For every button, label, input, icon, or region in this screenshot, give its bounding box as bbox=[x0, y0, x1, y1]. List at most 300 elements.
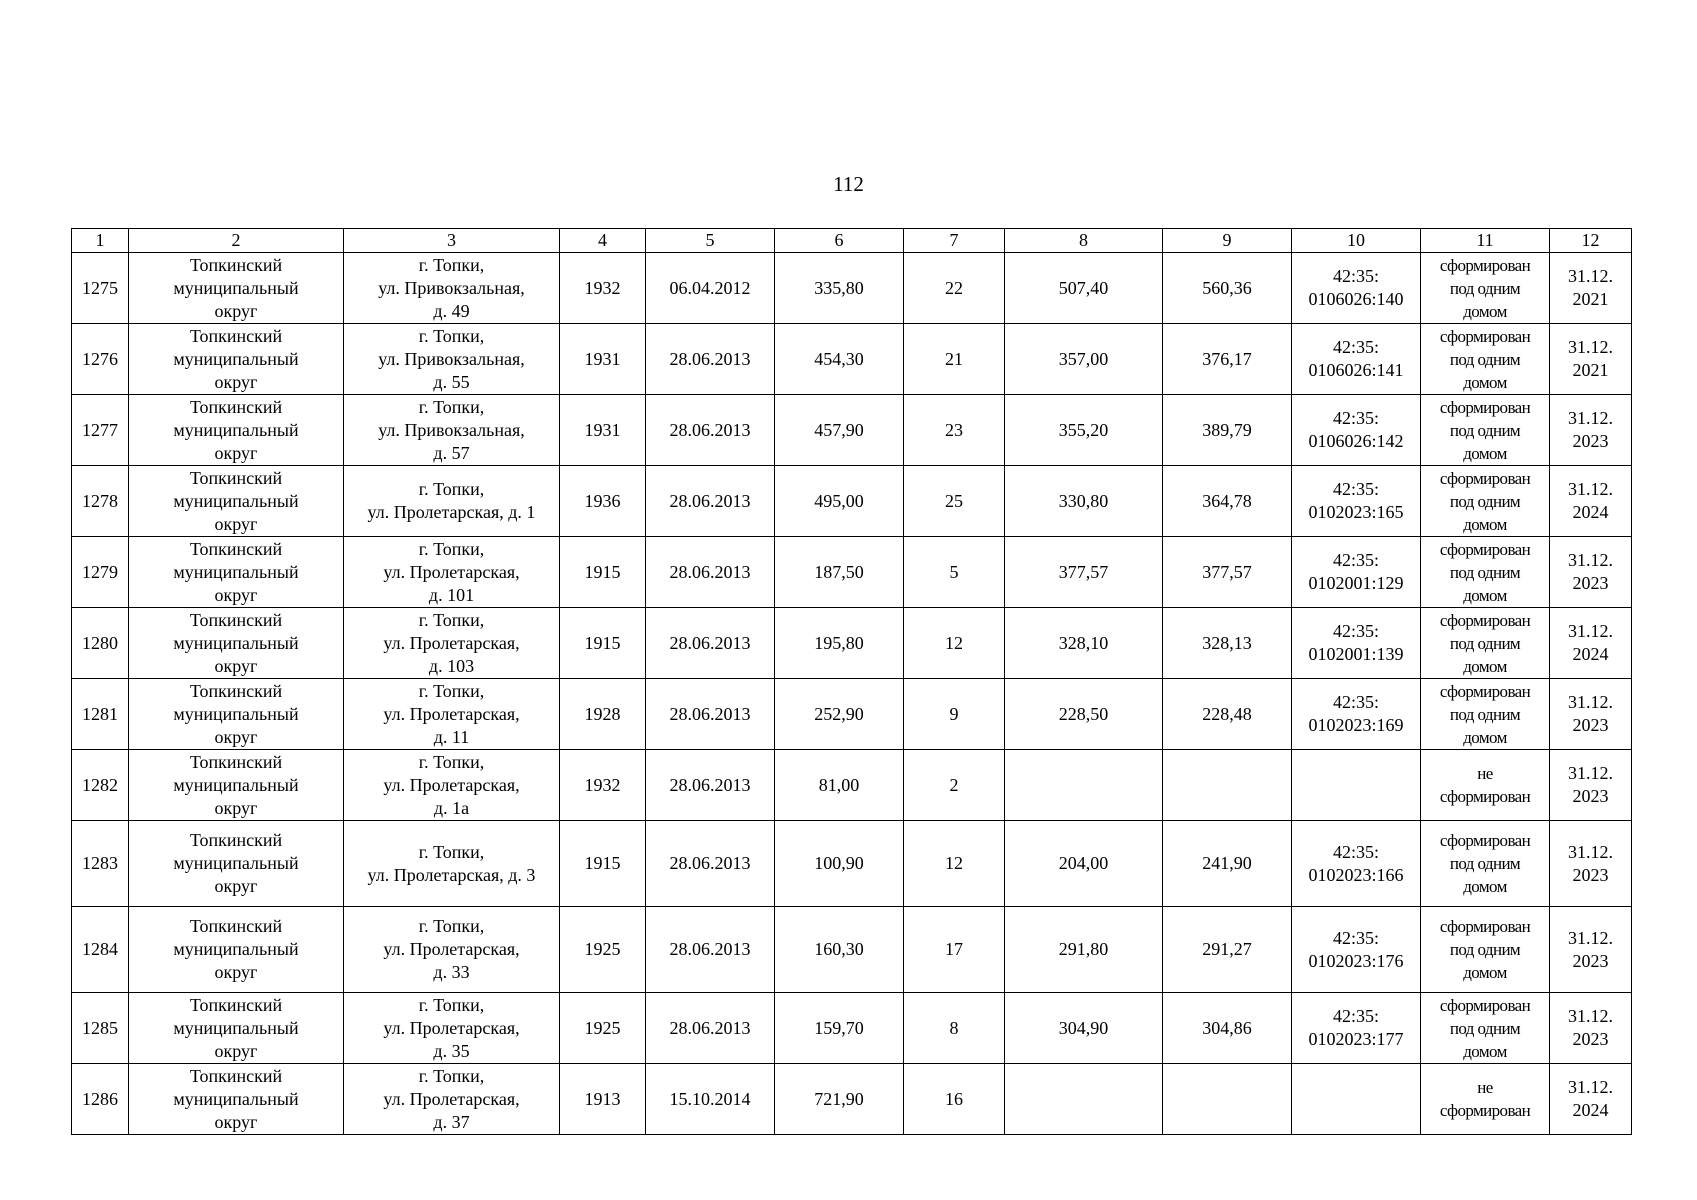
cell-line: сформирован bbox=[1439, 787, 1531, 806]
cell-line: г. Топки, bbox=[418, 1065, 485, 1086]
cell-line: г. Топки, bbox=[418, 680, 485, 701]
residents-cell: 12 bbox=[904, 608, 1005, 679]
table-row bbox=[72, 395, 1632, 466]
cell-line: округ bbox=[214, 655, 258, 676]
cell-line: сформирован bbox=[1439, 397, 1531, 417]
cell-line: под одним bbox=[1449, 633, 1521, 653]
cell-line: д. 103 bbox=[428, 655, 475, 676]
land-area-actual-cell: 377,57 bbox=[1163, 537, 1292, 608]
cell-line: г. Топки, bbox=[418, 994, 485, 1015]
record-number-cell: 1283 bbox=[72, 821, 129, 907]
cell-line: 0102023:176 bbox=[1308, 950, 1404, 971]
cell-line: ул. Пролетарская, bbox=[383, 774, 520, 795]
land-area-actual-cell bbox=[1163, 1064, 1292, 1135]
column-header: 7 bbox=[904, 229, 1005, 253]
cell-line: д. 37 bbox=[433, 1111, 470, 1132]
cell-line: домом bbox=[1463, 727, 1507, 747]
year-cell: 1915 bbox=[560, 821, 646, 907]
date-cell: 28.06.2013 bbox=[646, 324, 775, 395]
land-area-cell: 330,80 bbox=[1005, 466, 1163, 537]
cell-line: Топкинский bbox=[189, 467, 283, 488]
area-cell: 100,90 bbox=[775, 821, 904, 907]
residents-cell: 21 bbox=[904, 324, 1005, 395]
table-row bbox=[72, 466, 1632, 537]
land-area-cell: 377,57 bbox=[1005, 537, 1163, 608]
cell-line: г. Топки, bbox=[418, 609, 485, 630]
cell-line: 42:35: bbox=[1332, 841, 1379, 862]
cell-line: муниципальный bbox=[173, 277, 299, 298]
housing-registry-table bbox=[71, 228, 1632, 1135]
deadline-cell bbox=[1550, 821, 1632, 907]
year-cell: 1925 bbox=[560, 993, 646, 1064]
cell-line: 2021 bbox=[1572, 289, 1609, 309]
land-status-cell bbox=[1421, 907, 1550, 993]
address-cell bbox=[344, 466, 560, 537]
date-cell: 28.06.2013 bbox=[646, 821, 775, 907]
district-cell bbox=[129, 993, 344, 1064]
residents-cell: 23 bbox=[904, 395, 1005, 466]
residents-cell: 2 bbox=[904, 750, 1005, 821]
cadastral-number-cell bbox=[1292, 993, 1421, 1064]
cadastral-number-cell bbox=[1292, 821, 1421, 907]
column-header: 3 bbox=[344, 229, 560, 253]
land-area-cell: 357,00 bbox=[1005, 324, 1163, 395]
cell-line: д. 35 bbox=[433, 1040, 470, 1061]
cell-line: муниципальный bbox=[173, 1017, 299, 1038]
cell-line: д. 49 bbox=[433, 300, 470, 321]
column-header: 12 bbox=[1550, 229, 1632, 253]
cell-line: Топкинский bbox=[189, 680, 283, 701]
cell-line: под одним bbox=[1449, 704, 1521, 724]
deadline-cell bbox=[1550, 907, 1632, 993]
cell-line: сформирован bbox=[1439, 610, 1531, 630]
record-number-cell: 1286 bbox=[72, 1064, 129, 1135]
deadline-cell bbox=[1550, 750, 1632, 821]
land-area-actual-cell: 328,13 bbox=[1163, 608, 1292, 679]
column-header: 2 bbox=[129, 229, 344, 253]
record-number-cell: 1282 bbox=[72, 750, 129, 821]
address-cell bbox=[344, 1064, 560, 1135]
year-cell: 1932 bbox=[560, 253, 646, 324]
cadastral-number-cell bbox=[1292, 1064, 1421, 1135]
cell-line: муниципальный bbox=[173, 703, 299, 724]
cell-line: ул. Привокзальная, bbox=[378, 277, 525, 298]
column-header: 8 bbox=[1005, 229, 1163, 253]
column-header: 5 bbox=[646, 229, 775, 253]
address-cell bbox=[344, 395, 560, 466]
cell-line: 2021 bbox=[1572, 360, 1609, 380]
record-number-cell: 1277 bbox=[72, 395, 129, 466]
cell-line: округ bbox=[214, 962, 258, 982]
address-cell bbox=[344, 821, 560, 907]
cell-line: не bbox=[1477, 764, 1493, 783]
record-number-cell: 1275 bbox=[72, 253, 129, 324]
cell-line: г. Топки, bbox=[418, 916, 485, 936]
cell-line: домом bbox=[1463, 877, 1507, 896]
address-cell bbox=[344, 907, 560, 993]
record-number-cell: 1278 bbox=[72, 466, 129, 537]
table-row bbox=[72, 750, 1632, 821]
cell-line: ул. Привокзальная, bbox=[378, 348, 525, 369]
cell-line: д. 55 bbox=[433, 371, 470, 392]
cell-line: ул. Пролетарская, bbox=[383, 632, 520, 653]
land-status-cell bbox=[1421, 253, 1550, 324]
cell-line: 31.12. bbox=[1568, 337, 1613, 357]
year-cell: 1915 bbox=[560, 537, 646, 608]
cell-line: округ bbox=[214, 300, 258, 321]
cell-line: 31.12. bbox=[1568, 927, 1613, 948]
land-area-actual-cell: 560,36 bbox=[1163, 253, 1292, 324]
column-header: 4 bbox=[560, 229, 646, 253]
deadline-cell bbox=[1550, 395, 1632, 466]
record-number-cell: 1280 bbox=[72, 608, 129, 679]
land-status-cell bbox=[1421, 608, 1550, 679]
cell-line: 31.12. bbox=[1568, 408, 1613, 428]
cell-line: 42:35: bbox=[1332, 1006, 1379, 1026]
cell-line: муниципальный bbox=[173, 939, 299, 959]
cadastral-number-cell bbox=[1292, 466, 1421, 537]
cadastral-number-cell bbox=[1292, 608, 1421, 679]
cell-line: муниципальный bbox=[173, 1088, 299, 1109]
cell-line: домом bbox=[1463, 963, 1507, 982]
cell-line: муниципальный bbox=[173, 348, 299, 369]
cell-line: 2024 bbox=[1572, 1100, 1609, 1120]
cell-line: 2023 bbox=[1572, 1029, 1609, 1049]
area-cell: 195,80 bbox=[775, 608, 904, 679]
land-area-actual-cell: 241,90 bbox=[1163, 821, 1292, 907]
land-status-cell bbox=[1421, 750, 1550, 821]
land-area-actual-cell: 376,17 bbox=[1163, 324, 1292, 395]
address-cell bbox=[344, 253, 560, 324]
residents-cell: 17 bbox=[904, 907, 1005, 993]
cell-line: 2023 bbox=[1572, 431, 1609, 451]
cell-line: сформирован bbox=[1439, 468, 1531, 488]
district-cell bbox=[129, 821, 344, 907]
cell-line: под одним bbox=[1449, 940, 1521, 959]
land-area-cell: 228,50 bbox=[1005, 679, 1163, 750]
column-header: 1 bbox=[72, 229, 129, 253]
land-area-cell: 355,20 bbox=[1005, 395, 1163, 466]
land-status-cell bbox=[1421, 821, 1550, 907]
deadline-cell bbox=[1550, 608, 1632, 679]
cell-line: сформирован bbox=[1439, 917, 1531, 936]
cell-line: под одним bbox=[1449, 854, 1521, 873]
district-cell bbox=[129, 537, 344, 608]
table-row bbox=[72, 608, 1632, 679]
cell-line: Топкинский bbox=[189, 830, 283, 850]
cell-line: ул. Пролетарская, bbox=[383, 939, 520, 959]
cell-line: 2023 bbox=[1572, 950, 1609, 971]
column-header: 6 bbox=[775, 229, 904, 253]
cell-line: округ bbox=[214, 371, 258, 392]
year-cell: 1931 bbox=[560, 324, 646, 395]
land-status-cell bbox=[1421, 537, 1550, 608]
cell-line: 2023 bbox=[1572, 786, 1609, 806]
cell-line: ул. Пролетарская, bbox=[383, 1017, 520, 1038]
land-status-cell bbox=[1421, 324, 1550, 395]
cell-line: Топкинский bbox=[189, 916, 283, 936]
cell-line: 0102023:177 bbox=[1308, 1029, 1404, 1049]
year-cell: 1936 bbox=[560, 466, 646, 537]
land-area-cell: 304,90 bbox=[1005, 993, 1163, 1064]
record-number-cell: 1281 bbox=[72, 679, 129, 750]
cell-line: Топкинский bbox=[189, 609, 283, 630]
cell-line: 0106026:140 bbox=[1308, 289, 1404, 309]
date-cell: 28.06.2013 bbox=[646, 907, 775, 993]
cell-line: сформирован bbox=[1439, 995, 1531, 1015]
cell-line: домом bbox=[1463, 301, 1507, 321]
deadline-cell bbox=[1550, 537, 1632, 608]
column-header: 10 bbox=[1292, 229, 1421, 253]
cell-line: 0102001:129 bbox=[1308, 573, 1404, 593]
cell-line: муниципальный bbox=[173, 561, 299, 582]
address-cell bbox=[344, 750, 560, 821]
cell-line: 2023 bbox=[1572, 715, 1609, 735]
cell-line: 0106026:141 bbox=[1308, 360, 1404, 380]
table-row bbox=[72, 253, 1632, 324]
cell-line: д. 57 bbox=[433, 442, 470, 463]
cell-line: под одним bbox=[1449, 278, 1521, 298]
address-cell bbox=[344, 537, 560, 608]
cell-line: под одним bbox=[1449, 349, 1521, 369]
column-header: 9 bbox=[1163, 229, 1292, 253]
residents-cell: 25 bbox=[904, 466, 1005, 537]
cell-line: муниципальный bbox=[173, 419, 299, 440]
land-status-cell bbox=[1421, 1064, 1550, 1135]
cell-line: 0102023:165 bbox=[1308, 502, 1404, 522]
district-cell bbox=[129, 750, 344, 821]
cell-line: г. Топки, bbox=[418, 479, 485, 499]
land-area-actual-cell: 304,86 bbox=[1163, 993, 1292, 1064]
district-cell bbox=[129, 466, 344, 537]
cell-line: г. Топки, bbox=[418, 751, 485, 772]
deadline-cell bbox=[1550, 253, 1632, 324]
cell-line: под одним bbox=[1449, 420, 1521, 440]
cell-line: домом bbox=[1463, 514, 1507, 534]
area-cell: 335,80 bbox=[775, 253, 904, 324]
deadline-cell bbox=[1550, 993, 1632, 1064]
cell-line: округ bbox=[214, 876, 258, 896]
date-cell: 15.10.2014 bbox=[646, 1064, 775, 1135]
cadastral-number-cell bbox=[1292, 324, 1421, 395]
date-cell: 28.06.2013 bbox=[646, 750, 775, 821]
column-number-row bbox=[72, 229, 1632, 253]
cell-line: 0102023:166 bbox=[1308, 864, 1404, 885]
cadastral-number-cell bbox=[1292, 907, 1421, 993]
district-cell bbox=[129, 324, 344, 395]
cell-line: 31.12. bbox=[1568, 1077, 1613, 1097]
table-row bbox=[72, 679, 1632, 750]
cadastral-number-cell bbox=[1292, 679, 1421, 750]
district-cell bbox=[129, 395, 344, 466]
area-cell: 252,90 bbox=[775, 679, 904, 750]
area-cell: 495,00 bbox=[775, 466, 904, 537]
date-cell: 28.06.2013 bbox=[646, 679, 775, 750]
address-cell bbox=[344, 324, 560, 395]
cell-line: муниципальный bbox=[173, 774, 299, 795]
cell-line: г. Топки, bbox=[418, 254, 485, 275]
table-row bbox=[72, 907, 1632, 993]
cell-line: домом bbox=[1463, 1041, 1507, 1061]
land-area-actual-cell: 389,79 bbox=[1163, 395, 1292, 466]
date-cell: 06.04.2012 bbox=[646, 253, 775, 324]
cell-line: домом bbox=[1463, 372, 1507, 392]
address-cell bbox=[344, 608, 560, 679]
cell-line: Топкинский bbox=[189, 325, 283, 346]
cell-line: 0106026:142 bbox=[1308, 431, 1404, 451]
cell-line: 42:35: bbox=[1332, 479, 1379, 499]
district-cell bbox=[129, 679, 344, 750]
cell-line: под одним bbox=[1449, 1018, 1521, 1038]
land-area-actual-cell bbox=[1163, 750, 1292, 821]
cell-line: д. 11 bbox=[433, 726, 470, 747]
cell-line: округ bbox=[214, 797, 258, 818]
cell-line: Топкинский bbox=[189, 396, 283, 417]
cell-line: 31.12. bbox=[1568, 479, 1613, 499]
cell-line: 42:35: bbox=[1332, 621, 1379, 641]
cell-line: округ bbox=[214, 513, 258, 534]
cell-line: муниципальный bbox=[173, 490, 299, 511]
cell-line: 2024 bbox=[1572, 502, 1609, 522]
land-area-actual-cell: 291,27 bbox=[1163, 907, 1292, 993]
cell-line: 42:35: bbox=[1332, 337, 1379, 357]
cell-line: ул. Пролетарская, bbox=[383, 561, 520, 582]
cell-line: ул. Привокзальная, bbox=[378, 419, 525, 440]
cell-line: д. 101 bbox=[428, 584, 475, 605]
cell-line: 31.12. bbox=[1568, 266, 1613, 286]
cell-line: д. 33 bbox=[433, 962, 470, 982]
cell-line: Топкинский bbox=[189, 254, 283, 275]
residents-cell: 12 bbox=[904, 821, 1005, 907]
cell-line: д. 1а bbox=[433, 797, 470, 818]
land-area-cell bbox=[1005, 1064, 1163, 1135]
cell-line: 31.12. bbox=[1568, 692, 1613, 712]
cell-line: 2023 bbox=[1572, 864, 1609, 885]
date-cell: 28.06.2013 bbox=[646, 466, 775, 537]
page-number: 112 bbox=[833, 172, 864, 196]
land-area-cell: 291,80 bbox=[1005, 907, 1163, 993]
deadline-cell bbox=[1550, 324, 1632, 395]
address-cell bbox=[344, 679, 560, 750]
cell-line: округ bbox=[214, 726, 258, 747]
cell-line: домом bbox=[1463, 656, 1507, 676]
cell-line: 42:35: bbox=[1332, 550, 1379, 570]
cell-line: 31.12. bbox=[1568, 621, 1613, 641]
cell-line: округ bbox=[214, 584, 258, 605]
table-row bbox=[72, 821, 1632, 907]
land-area-cell: 328,10 bbox=[1005, 608, 1163, 679]
table-row bbox=[72, 537, 1632, 608]
record-number-cell: 1285 bbox=[72, 993, 129, 1064]
table-header bbox=[72, 229, 1632, 253]
year-cell: 1932 bbox=[560, 750, 646, 821]
area-cell: 454,30 bbox=[775, 324, 904, 395]
cell-line: 2023 bbox=[1572, 573, 1609, 593]
date-cell: 28.06.2013 bbox=[646, 395, 775, 466]
land-status-cell bbox=[1421, 679, 1550, 750]
residents-cell: 9 bbox=[904, 679, 1005, 750]
cell-line: округ bbox=[214, 1040, 258, 1061]
residents-cell: 5 bbox=[904, 537, 1005, 608]
land-area-actual-cell: 364,78 bbox=[1163, 466, 1292, 537]
year-cell: 1913 bbox=[560, 1064, 646, 1135]
deadline-cell bbox=[1550, 466, 1632, 537]
area-cell: 721,90 bbox=[775, 1064, 904, 1135]
cell-line: 42:35: bbox=[1332, 408, 1379, 428]
cell-line: под одним bbox=[1449, 562, 1521, 582]
cadastral-number-cell bbox=[1292, 395, 1421, 466]
cell-line: под одним bbox=[1449, 491, 1521, 511]
table-row bbox=[72, 1064, 1632, 1135]
record-number-cell: 1284 bbox=[72, 907, 129, 993]
address-cell bbox=[344, 993, 560, 1064]
cell-line: 0102023:169 bbox=[1308, 715, 1404, 735]
cell-line: Топкинский bbox=[189, 751, 283, 772]
cadastral-number-cell bbox=[1292, 537, 1421, 608]
cell-line: г. Топки, bbox=[418, 396, 485, 417]
cell-line: 0102001:139 bbox=[1308, 644, 1404, 664]
area-cell: 457,90 bbox=[775, 395, 904, 466]
cell-line: 31.12. bbox=[1568, 841, 1613, 862]
area-cell: 159,70 bbox=[775, 993, 904, 1064]
date-cell: 28.06.2013 bbox=[646, 993, 775, 1064]
district-cell bbox=[129, 253, 344, 324]
cell-line: 42:35: bbox=[1332, 266, 1379, 286]
land-status-cell bbox=[1421, 993, 1550, 1064]
record-number-cell: 1276 bbox=[72, 324, 129, 395]
cell-line: 31.12. bbox=[1568, 550, 1613, 570]
cell-line: 42:35: bbox=[1332, 692, 1379, 712]
land-area-cell: 507,40 bbox=[1005, 253, 1163, 324]
cell-line: г. Топки, bbox=[418, 841, 485, 862]
cell-line: домом bbox=[1463, 585, 1507, 605]
cell-line: г. Топки, bbox=[418, 538, 485, 559]
date-cell: 28.06.2013 bbox=[646, 608, 775, 679]
cell-line: округ bbox=[214, 442, 258, 463]
table-row bbox=[72, 324, 1632, 395]
cell-line: муниципальный bbox=[173, 632, 299, 653]
cell-line: ул. Пролетарская, bbox=[383, 703, 520, 724]
cell-line: ул. Пролетарская, bbox=[383, 1088, 520, 1109]
cell-line: ул. Пролетарская, д. 1 bbox=[367, 502, 536, 522]
land-status-cell bbox=[1421, 466, 1550, 537]
table-row bbox=[72, 993, 1632, 1064]
deadline-cell bbox=[1550, 679, 1632, 750]
record-number-cell: 1279 bbox=[72, 537, 129, 608]
cadastral-number-cell bbox=[1292, 253, 1421, 324]
table-body bbox=[72, 253, 1632, 1135]
cell-line: сформирован bbox=[1439, 255, 1531, 275]
cell-line: г. Топки, bbox=[418, 325, 485, 346]
cadastral-number-cell bbox=[1292, 750, 1421, 821]
cell-line: не bbox=[1477, 1078, 1493, 1097]
land-area-actual-cell: 228,48 bbox=[1163, 679, 1292, 750]
cell-line: муниципальный bbox=[173, 853, 299, 873]
cell-line: домом bbox=[1463, 443, 1507, 463]
cell-line: Топкинский bbox=[189, 538, 283, 559]
year-cell: 1931 bbox=[560, 395, 646, 466]
area-cell: 187,50 bbox=[775, 537, 904, 608]
area-cell: 160,30 bbox=[775, 907, 904, 993]
cell-line: сформирован bbox=[1439, 1101, 1531, 1120]
column-header: 11 bbox=[1421, 229, 1550, 253]
year-cell: 1915 bbox=[560, 608, 646, 679]
cell-line: 31.12. bbox=[1568, 763, 1613, 783]
cell-line: сформирован bbox=[1439, 831, 1531, 850]
deadline-cell bbox=[1550, 1064, 1632, 1135]
cell-line: сформирован bbox=[1439, 681, 1531, 701]
land-area-cell bbox=[1005, 750, 1163, 821]
